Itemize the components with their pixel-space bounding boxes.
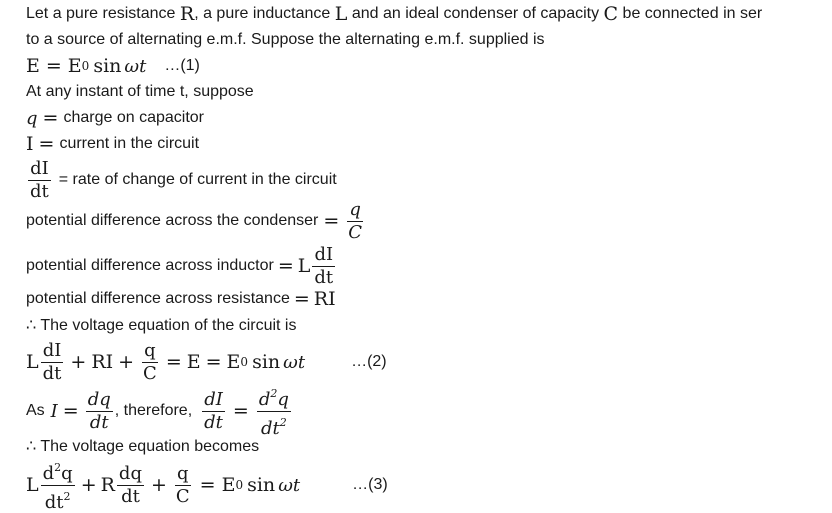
emf-symbol: E — [26, 55, 40, 77]
capacity-symbol: C — [603, 3, 619, 25]
text: current in the circuit — [59, 135, 200, 152]
didt-fraction — [41, 341, 64, 384]
denominator: dt — [121, 485, 140, 507]
text: Let a pure resistance — [26, 5, 176, 22]
numerator: $d^2q$ — [41, 458, 75, 486]
resistance-symbol: R — [179, 3, 195, 25]
peak-emf-symbol: E — [226, 351, 241, 373]
numerator: dI — [314, 243, 334, 265]
i-definition — [26, 133, 199, 155]
peak-emf-symbol: E — [221, 474, 236, 496]
omega-t: ωt — [283, 351, 306, 373]
text: to a source of alternating e.m.f. Suppose the alternating e.m.f. supplied is — [26, 31, 545, 48]
equals-sign: = — [199, 474, 216, 496]
second-derivative-fraction — [41, 458, 75, 513]
sin-function: sin — [93, 55, 122, 77]
equation-3 — [26, 460, 388, 513]
denominator: C — [348, 221, 363, 243]
text: be connected in ser — [622, 5, 763, 22]
text: As — [26, 402, 45, 419]
numerator: dI — [204, 388, 223, 410]
therefore-line-2 — [26, 436, 259, 456]
equals-sign: = — [323, 210, 340, 232]
denominator: $dt^2$ — [260, 415, 287, 439]
plus-sign: + — [80, 474, 97, 496]
inductance-symbol: L — [297, 255, 311, 277]
dqdt-fraction — [86, 390, 113, 433]
plus-sign: + — [70, 351, 87, 373]
denominator: dt — [30, 180, 49, 202]
sin-function: sin — [252, 351, 281, 373]
current-symbol: I — [26, 133, 34, 155]
numerator: dq — [87, 388, 111, 410]
didt-fraction — [28, 159, 51, 202]
text: potential difference across inductor — [26, 257, 274, 274]
pd-resistance — [26, 288, 336, 310]
subscript: 0 — [240, 355, 249, 369]
equals-sign: = — [293, 288, 310, 310]
denominator: dt — [204, 411, 223, 433]
equals-sign: = — [277, 255, 294, 277]
pd-inductor — [26, 243, 337, 289]
text: charge on capacitor — [63, 109, 204, 126]
numerator: q — [177, 462, 189, 484]
equation-1 — [26, 54, 200, 78]
q-over-c-fraction — [141, 341, 159, 384]
denominator: dt — [89, 411, 109, 433]
text: ∴ The voltage equation becomes — [26, 438, 260, 455]
text: and an ideal condenser of capacity — [351, 5, 600, 22]
equals-sign: = — [45, 55, 62, 77]
dqdt-fraction — [117, 464, 144, 507]
numerator: dI — [42, 339, 62, 361]
equals-sign: = — [42, 107, 59, 129]
text: , therefore, — [114, 402, 193, 419]
current-derivative-line — [26, 386, 293, 439]
subscript: 0 — [81, 59, 90, 73]
equation-2 — [26, 339, 387, 385]
equation-number: …(1) — [164, 57, 200, 74]
equals-sign: = — [62, 400, 79, 422]
emf-symbol: E — [186, 351, 201, 373]
q-over-c-fraction — [174, 464, 192, 507]
text: , a pure inductance — [194, 5, 331, 22]
inductance-symbol: L — [26, 474, 39, 496]
current-symbol: I — [50, 400, 58, 422]
numerator: q — [144, 339, 156, 361]
pd-condenser — [26, 199, 366, 243]
didt-fraction — [202, 390, 225, 433]
equals-sign: = — [232, 400, 249, 422]
instant-line — [26, 82, 254, 102]
plus-sign: + — [150, 474, 167, 496]
text: ∴ The voltage equation of the circuit is — [26, 317, 297, 334]
text: = rate of change of current in the circuit — [58, 171, 337, 188]
ri-term: RI — [91, 351, 114, 373]
equals-sign: = — [165, 351, 182, 373]
sin-function: sin — [247, 474, 276, 496]
text: potential difference across the condenser — [26, 212, 319, 229]
didt-definition — [26, 157, 337, 203]
therefore-line-1 — [26, 315, 296, 335]
denominator: C — [175, 485, 190, 507]
intro-line-1 — [26, 3, 762, 25]
ri-term: RI — [313, 288, 336, 310]
omega-t: ωt — [278, 474, 301, 496]
subscript: 0 — [235, 478, 244, 492]
inductance-symbol: L — [26, 351, 39, 373]
didt-fraction — [312, 245, 335, 288]
denominator: $dt^2$ — [44, 489, 71, 513]
inductance-symbol: L — [334, 3, 348, 25]
numerator: dI — [30, 157, 49, 179]
q-definition — [26, 107, 204, 129]
equation-number: …(3) — [352, 476, 388, 493]
numerator: q — [349, 198, 361, 220]
q-symbol: q — [26, 107, 38, 129]
plus-sign: + — [118, 351, 135, 373]
denominator: C — [143, 362, 157, 384]
q-over-c-fraction — [346, 200, 364, 243]
equals-sign: = — [38, 133, 55, 155]
denominator: dt — [42, 362, 62, 384]
intro-line-2 — [26, 30, 545, 50]
denominator: dt — [314, 266, 334, 288]
numerator: $d^2q$ — [257, 384, 291, 412]
text: At any instant of time t, suppose — [26, 83, 254, 100]
equation-number: …(2) — [351, 353, 387, 370]
omega-t: ωt — [124, 55, 147, 77]
text: potential difference across resistance — [26, 290, 290, 307]
peak-emf-symbol: E — [67, 55, 82, 77]
resistance-symbol: R — [100, 474, 115, 496]
equals-sign: = — [205, 351, 222, 373]
second-derivative-fraction — [257, 384, 291, 439]
numerator: dq — [118, 462, 142, 484]
